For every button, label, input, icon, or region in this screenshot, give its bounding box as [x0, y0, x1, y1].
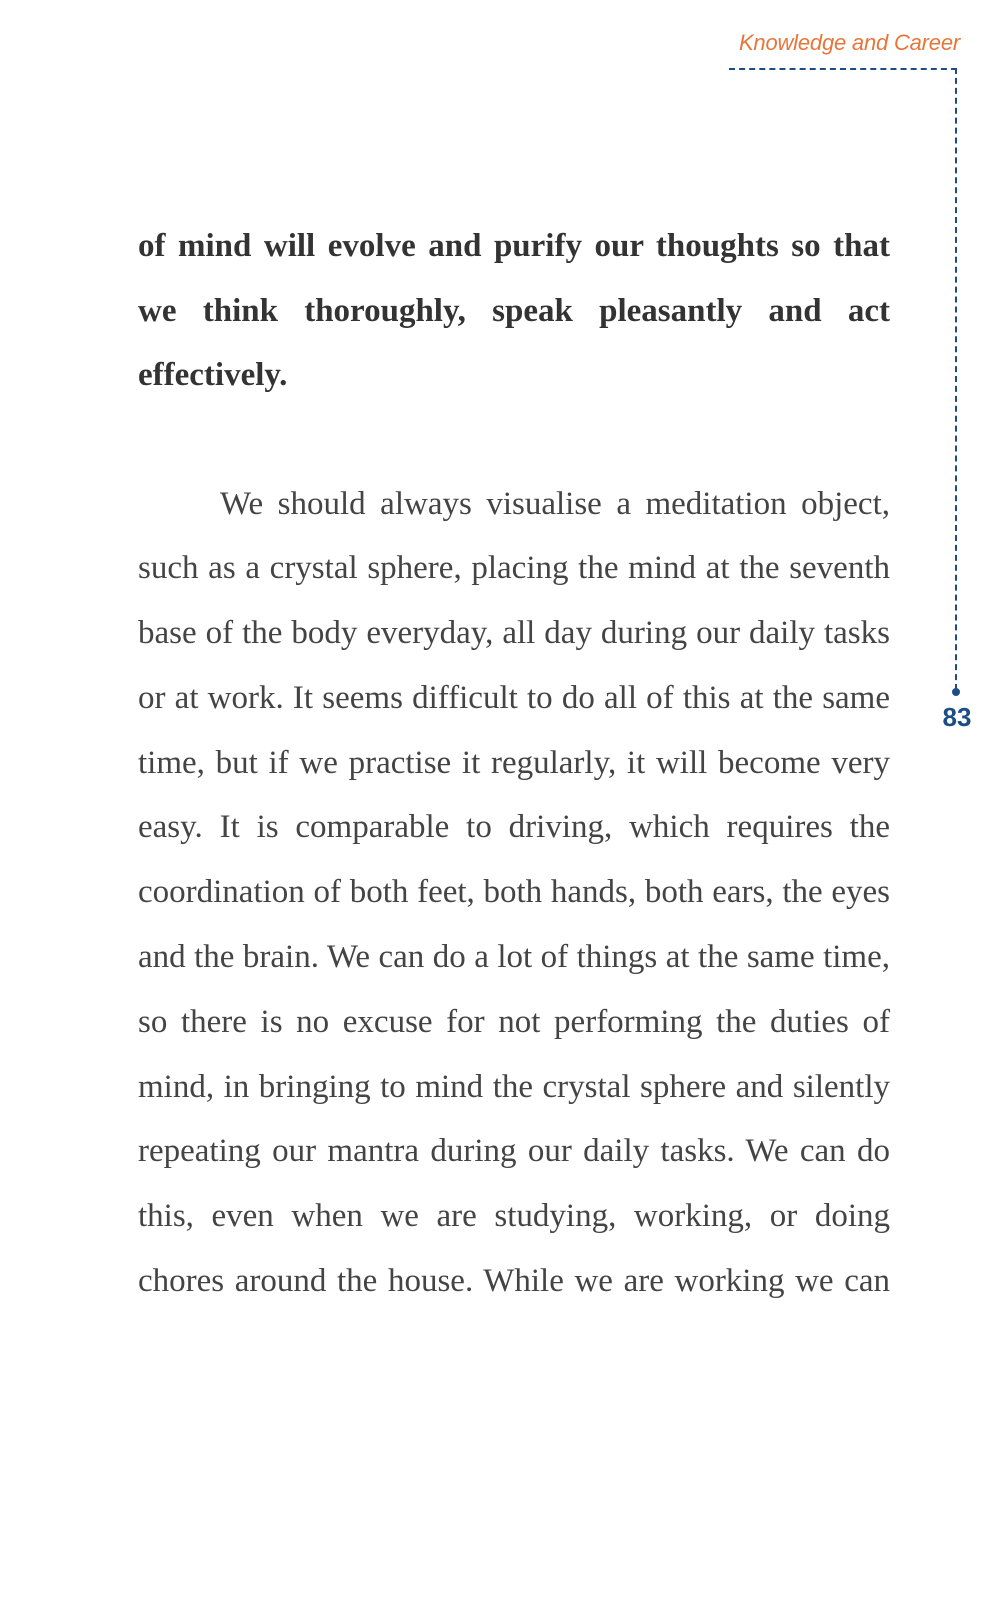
body-paragraph: We should always visualise a meditation object, such as a crystal sphere, placing the mind at the seventh base of the body everyday, all day during our daily tasks or at work. It seems difficult to do all of this at the same time, but if we practise it regularly, it will become very easy. It is comparable to driving, which requires the coordination of both feet, both hands, both ears, the eyes and the brain. We can do a lot of things at the same time, so there is no excuse for not performing the duties of mind, in bringing to mind the crystal sphere and silently repeating our mantra during our daily tasks. We can do this, even when we are studying, working, or doing chores around the house. While we are working we can — [138, 485, 890, 1300]
rule-end-dot — [952, 688, 960, 696]
lead-paragraph-bold: of mind will evolve and purify our thoughts so that we think thoroughly, speak pleasantly and act effectively. — [138, 228, 890, 393]
margin-dashed-rule-vertical — [955, 68, 957, 690]
page-body — [138, 214, 890, 1314]
running-header-title: Knowledge and Career — [738, 30, 960, 55]
page-number: 83 — [942, 702, 972, 732]
header-dashed-rule-horizontal — [729, 68, 957, 70]
